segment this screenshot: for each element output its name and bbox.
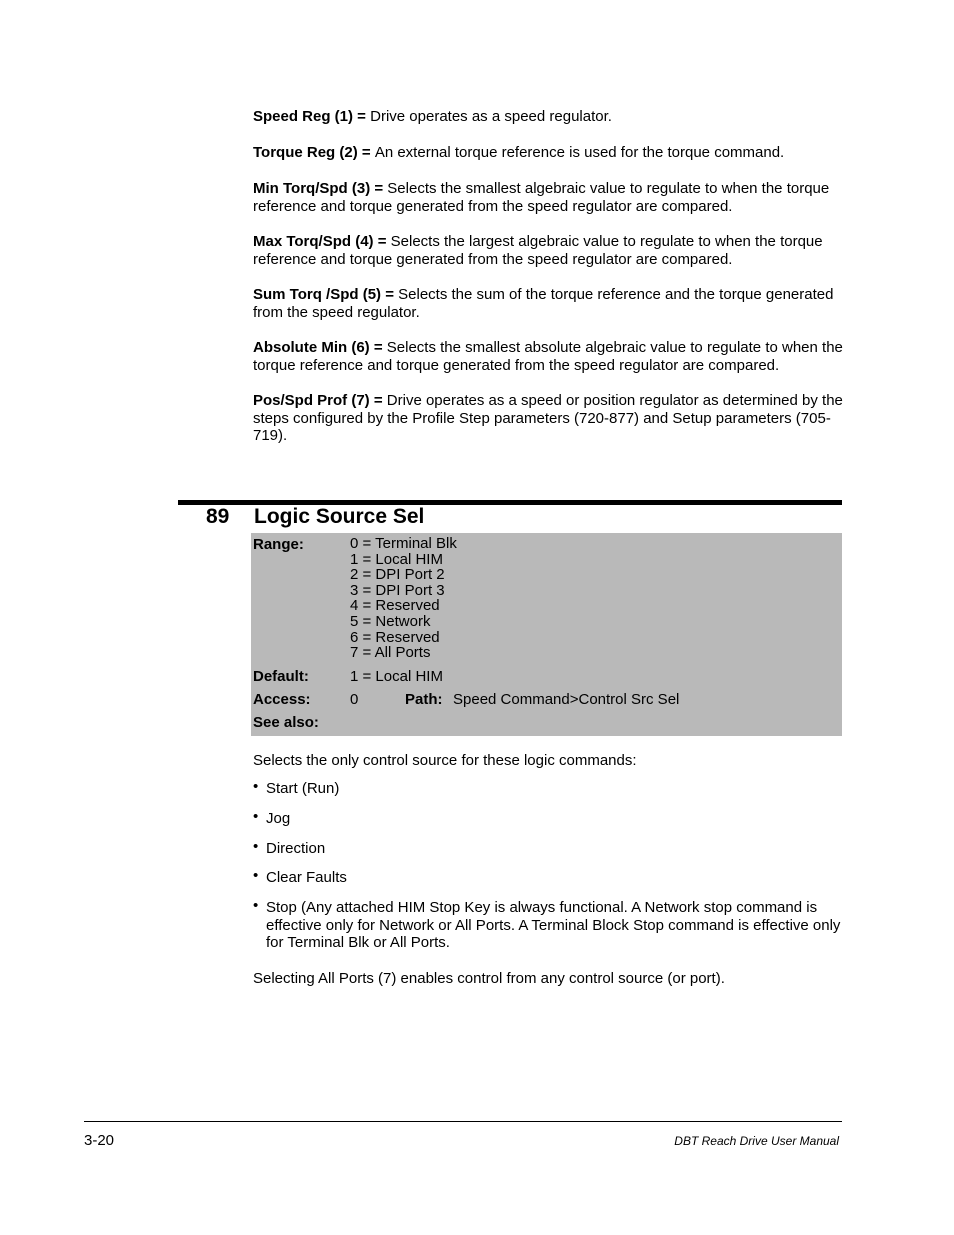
bullet-item: Clear Faults — [266, 869, 347, 886]
definition-term: Pos/Spd Prof (7) = — [253, 392, 387, 409]
range-item: 1 = Local HIM — [350, 550, 443, 568]
see-also-label: See also: — [253, 714, 319, 731]
closing-text: Selecting All Ports (7) enables control from any control source (or port). — [253, 970, 725, 987]
intro-text: Selects the only control source for these logic commands: — [253, 752, 637, 769]
definition-max-torq-spd — [253, 233, 843, 268]
access-value: 0 — [350, 691, 359, 708]
definition-term: Torque Reg (2) = — [253, 144, 375, 161]
parameter-number: 89 — [206, 505, 230, 528]
definition-min-torq-spd — [253, 180, 843, 215]
bullet-icon: • — [253, 808, 259, 825]
access-label: Access: — [253, 691, 311, 708]
bullet-icon: • — [253, 778, 259, 795]
path-value: Speed Command>Control Src Sel — [453, 691, 680, 708]
manual-title: DBT Reach Drive User Manual — [674, 1134, 839, 1148]
range-item: 3 = DPI Port 3 — [350, 581, 445, 599]
bullet-icon: • — [253, 897, 259, 914]
definition-text: An external torque reference is used for the torque command. — [374, 144, 785, 161]
definition-text: Drive operates as a speed regulator. — [370, 108, 612, 125]
range-item: 0 = Terminal Blk — [350, 535, 457, 552]
definition-text: Selects the smallest algebraic value to regulate to when the torque reference and torque generated from the speed regulator are compared. — [253, 180, 830, 215]
range-item: 7 = All Ports — [350, 644, 431, 662]
range-list — [350, 536, 457, 661]
definition-term: Min Torq/Spd (3) = — [253, 180, 388, 197]
definition-term: Absolute Min (6) = — [253, 339, 387, 356]
default-label: Default: — [253, 668, 309, 685]
range-item: 5 = Network — [350, 612, 431, 630]
range-item: 6 = Reserved — [350, 628, 440, 646]
bullet-item: Start (Run) — [266, 780, 340, 797]
definition-pos-spd-prof — [253, 392, 843, 445]
default-value: 1 = Local HIM — [350, 668, 443, 685]
definition-speed-reg — [253, 108, 843, 126]
definition-absolute-min — [253, 339, 843, 374]
definition-sum-torq-spd — [253, 286, 843, 321]
range-item: 2 = DPI Port 2 — [350, 566, 445, 584]
bullet-item: Direction — [266, 840, 326, 857]
footer-divider — [84, 1121, 842, 1122]
bullet-item: Jog — [266, 810, 291, 827]
definition-text: Selects the largest algebraic value to regulate to when the torque reference and torque generated from the speed regulator are compared. — [253, 233, 823, 268]
bullet-icon: • — [253, 867, 259, 884]
definition-term: Sum Torq /Spd (5) = — [253, 286, 399, 303]
definition-text: Drive operates as a speed or position regulator as determined by the steps configured by the Profile Step parameters (720-877) and Setup parameters (705-719). — [253, 392, 843, 444]
definition-text: Selects the sum of the torque reference and the torque generated from the speed regulator. — [253, 286, 834, 321]
definition-term: Speed Reg (1) = — [253, 108, 371, 125]
definition-term: Max Torq/Spd (4) = — [253, 233, 391, 250]
definition-torque-reg — [253, 144, 843, 162]
parameter-title: Logic Source Sel — [254, 505, 425, 528]
bullet-item: Stop (Any attached HIM Stop Key is always functional. A Network stop command is effective only for Network or All Ports. A Terminal Block Stop command is effective only for Terminal Blk or All Ports. — [266, 899, 841, 951]
definition-text: Selects the smallest absolute algebraic value to regulate to when the torque reference and torque generated from the speed regulator are compared. — [253, 339, 843, 374]
path-label: Path: — [405, 691, 443, 708]
range-label: Range: — [253, 536, 304, 553]
bullet-icon: • — [253, 838, 259, 855]
page-number: 3-20 — [84, 1132, 115, 1149]
range-item: 4 = Reserved — [350, 597, 440, 615]
